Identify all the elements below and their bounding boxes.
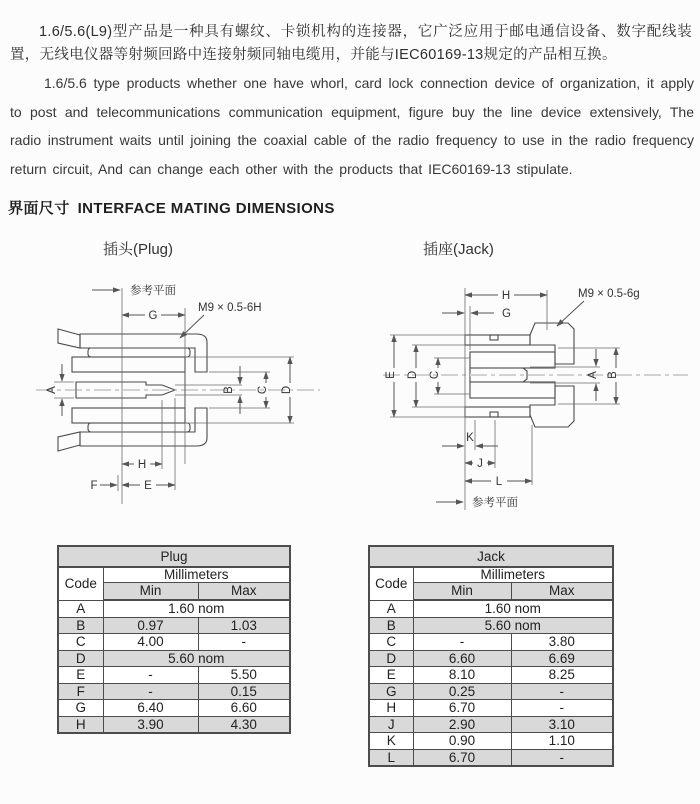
jack-dim-j-label: J bbox=[477, 458, 483, 470]
max-cell: 3.10 bbox=[511, 716, 613, 733]
max-cell: 5.50 bbox=[198, 667, 290, 684]
table-row bbox=[58, 667, 290, 684]
code-cell: D bbox=[58, 650, 103, 667]
value-cell: 1.60 nom bbox=[103, 600, 290, 617]
plug-dim-h-label: H bbox=[137, 459, 147, 471]
col-header-unit: Millimeters bbox=[413, 567, 613, 583]
code-cell: G bbox=[369, 683, 413, 700]
table-row bbox=[58, 567, 290, 583]
min-cell: - bbox=[413, 634, 511, 651]
intro-paragraph-zh: 1.6/5.6(L9)型产品是一种具有螺纹、卡锁机构的连接器，它广泛应用于邮电通信设备、数字配线装置，无线电仪器等射频回路中连接射频同轴电缆用，并能与IEC60169-13规定的产品相互换。 bbox=[10, 23, 692, 63]
jack-dim-h-label: H bbox=[501, 290, 511, 302]
plug-spec-table bbox=[57, 545, 291, 734]
code-cell: A bbox=[369, 600, 413, 617]
section-heading bbox=[8, 197, 335, 218]
col-header-max: Max bbox=[198, 583, 290, 601]
table-row bbox=[58, 600, 290, 617]
table-row bbox=[369, 567, 613, 583]
code-cell: C bbox=[369, 634, 413, 651]
col-header-max: Max bbox=[511, 583, 613, 601]
table-row bbox=[369, 600, 613, 617]
plug-dielectric-bottom bbox=[72, 408, 185, 423]
plug-cable-jacket-top bbox=[58, 329, 80, 348]
table-row bbox=[58, 683, 290, 700]
table-row bbox=[58, 716, 290, 733]
table-title: Plug bbox=[58, 546, 290, 567]
table-row bbox=[369, 546, 613, 567]
jack-technical-drawing bbox=[378, 278, 700, 544]
table-row bbox=[369, 667, 613, 684]
jack-caption: 插座(Jack) bbox=[423, 241, 494, 258]
max-cell: 1.10 bbox=[511, 733, 613, 750]
min-cell: 0.25 bbox=[413, 683, 511, 700]
plug-dim-a-label: A bbox=[46, 386, 58, 394]
jack-dim-b-label: B bbox=[607, 371, 619, 379]
jack-dim-g-label: G bbox=[502, 308, 511, 320]
intro-paragraph-en: 1.6/5.6 type products whether one have whorl, card lock connection device of organization, it apply to post and telecommunications communication equipment, figure buy the line device extensively, The radio instrument waits until joining the coaxial cable of the radio frequency to use in the radio frequency return circuit, And can change each other with the products that IEC60169-13 stipulate. bbox=[10, 75, 694, 177]
min-cell: - bbox=[103, 683, 198, 700]
max-cell: 6.60 bbox=[198, 700, 290, 717]
value-cell: 5.60 nom bbox=[413, 617, 613, 634]
jack-thread-leader bbox=[557, 301, 584, 326]
section-heading-en: INTERFACE MATING DIMENSIONS bbox=[77, 200, 335, 217]
code-cell: K bbox=[369, 733, 413, 750]
plug-dim-b-label: B bbox=[223, 386, 235, 394]
plug-technical-drawing bbox=[28, 278, 350, 544]
code-cell: E bbox=[369, 667, 413, 684]
table-row bbox=[369, 716, 613, 733]
jack-dim-l-label: L bbox=[495, 476, 503, 488]
plug-dim-c-label: C bbox=[257, 385, 269, 395]
min-cell: 6.60 bbox=[413, 650, 511, 667]
max-cell: - bbox=[198, 634, 290, 651]
max-cell: 6.69 bbox=[511, 650, 613, 667]
plug-dielectric-top bbox=[72, 357, 185, 372]
max-cell: 1.03 bbox=[198, 617, 290, 634]
code-cell: F bbox=[58, 683, 103, 700]
table-row bbox=[369, 749, 613, 766]
plug-dim-f-label: F bbox=[90, 480, 98, 492]
table-row bbox=[369, 683, 613, 700]
jack-ref-plane-label: 参考平面 bbox=[472, 497, 518, 509]
jack-dim-c-label: C bbox=[429, 370, 441, 380]
col-header-min: Min bbox=[413, 583, 511, 601]
table-row bbox=[369, 634, 613, 651]
jack-dim-a-label: A bbox=[587, 371, 599, 379]
max-cell: - bbox=[511, 700, 613, 717]
min-cell: 0.90 bbox=[413, 733, 511, 750]
plug-inner-sleeve-top bbox=[88, 348, 190, 357]
section-heading-zh: 界面尺寸 bbox=[8, 200, 70, 217]
plug-caption: 插头(Plug) bbox=[103, 241, 174, 258]
jack-spec-table bbox=[368, 545, 614, 767]
min-cell: 4.00 bbox=[103, 634, 198, 651]
min-cell: 6.70 bbox=[413, 749, 511, 766]
min-cell: 3.90 bbox=[103, 716, 198, 733]
code-cell: C bbox=[58, 634, 103, 651]
code-cell: B bbox=[58, 617, 103, 634]
jack-dim-k-label: K bbox=[466, 432, 474, 444]
plug-dim-d-label: D bbox=[281, 385, 293, 395]
max-cell: - bbox=[511, 749, 613, 766]
plug-thread-label: M9 × 0.5-6H bbox=[198, 302, 262, 314]
code-cell: H bbox=[58, 716, 103, 733]
plug-cable-jacket-bottom bbox=[58, 432, 80, 451]
min-cell: 8.10 bbox=[413, 667, 511, 684]
col-header-code: Code bbox=[369, 567, 413, 600]
col-header-min: Min bbox=[103, 583, 198, 601]
table-row bbox=[369, 650, 613, 667]
code-cell: B bbox=[369, 617, 413, 634]
min-cell: 6.40 bbox=[103, 700, 198, 717]
plug-dim-g-label: G bbox=[148, 310, 158, 322]
jack-dim-d-label: D bbox=[407, 370, 419, 380]
max-cell: 4.30 bbox=[198, 716, 290, 733]
plug-ref-plane-label: 参考平面 bbox=[130, 285, 176, 297]
code-cell: D bbox=[369, 650, 413, 667]
table-title: Jack bbox=[369, 546, 613, 567]
min-cell: - bbox=[103, 667, 198, 684]
code-cell: G bbox=[58, 700, 103, 717]
col-header-code: Code bbox=[58, 567, 103, 600]
jack-dielectric-top bbox=[470, 352, 555, 368]
max-cell: - bbox=[511, 683, 613, 700]
jack-dim-e-label: E bbox=[385, 371, 397, 379]
jack-thread-body-bottom bbox=[530, 386, 574, 427]
table-row bbox=[369, 700, 613, 717]
code-cell: H bbox=[369, 700, 413, 717]
table-row bbox=[58, 650, 290, 667]
table-row bbox=[58, 634, 290, 651]
table-row bbox=[58, 546, 290, 567]
jack-dielectric-bottom bbox=[470, 382, 555, 398]
table-row bbox=[58, 617, 290, 634]
min-cell: 6.70 bbox=[413, 700, 511, 717]
table-row bbox=[369, 617, 613, 634]
max-cell: 3.80 bbox=[511, 634, 613, 651]
max-cell: 8.25 bbox=[511, 667, 613, 684]
min-cell: 0.97 bbox=[103, 617, 198, 634]
code-cell: L bbox=[369, 749, 413, 766]
table-row bbox=[369, 733, 613, 750]
jack-thread-label: M9 × 0.5-6g bbox=[578, 288, 640, 300]
col-header-unit: Millimeters bbox=[103, 567, 290, 583]
max-cell: 0.15 bbox=[198, 683, 290, 700]
code-cell: J bbox=[369, 716, 413, 733]
min-cell: 2.90 bbox=[413, 716, 511, 733]
code-cell: A bbox=[58, 600, 103, 617]
table-row bbox=[58, 700, 290, 717]
jack-thread-body-top bbox=[530, 323, 574, 364]
value-cell: 5.60 nom bbox=[103, 650, 290, 667]
plug-dim-e-label: E bbox=[144, 480, 152, 492]
code-cell: E bbox=[58, 667, 103, 684]
value-cell: 1.60 nom bbox=[413, 600, 613, 617]
